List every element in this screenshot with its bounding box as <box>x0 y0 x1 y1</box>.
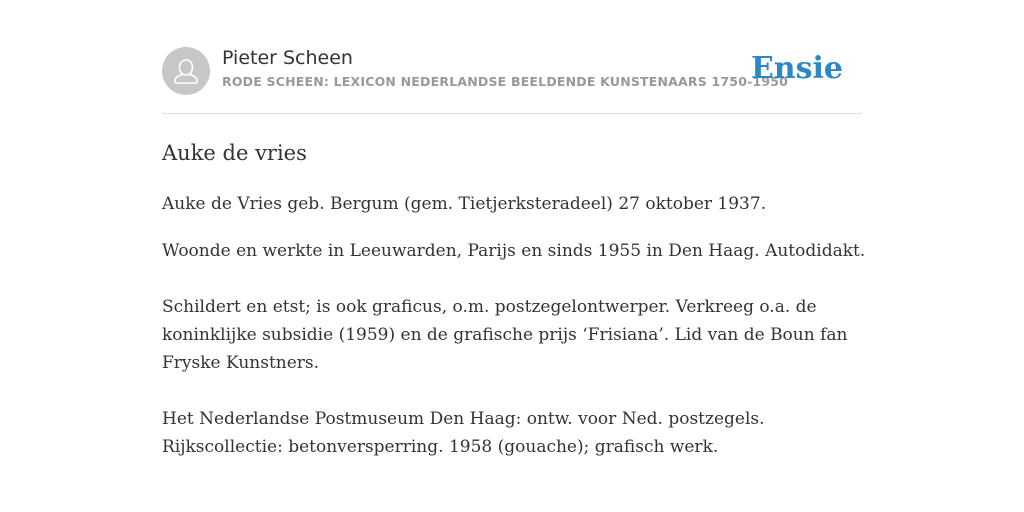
article-paragraph: Auke de Vries geb. Bergum (gem. Tietjerksteradeel) 27 oktober 1937. <box>162 194 767 214</box>
article-paragraph: Het Nederlandse Postmuseum Den Haag: ontw. voor Ned. postzegels. Rijkscollectie: betonversperring. 1958 (gouache); grafisch werk. <box>162 409 765 457</box>
brand-logo[interactable]: Ensie <box>750 51 843 86</box>
source-title[interactable]: RODE SCHEEN: LEXICON NEDERLANDSE BEELDENDE KUNSTENAARS 1750-1950 <box>222 74 789 89</box>
article-header <box>162 45 862 114</box>
article-paragraph: Woonde en werkte in Leeuwarden, Parijs en sinds 1955 in Den Haag. Autodidakt. <box>162 241 866 261</box>
author-name[interactable]: Pieter Scheen <box>222 47 353 69</box>
article-title: Auke de vries <box>162 141 307 165</box>
article-paragraph: Schildert en etst; is ook graficus, o.m. postzegelontwerper. Verkreeg o.a. de koninklijke subsidie (1959) en de grafische prijs ‘Frisiana’. Lid van de Boun fan Fryske Kunstners. <box>162 297 848 373</box>
user-avatar-icon[interactable] <box>162 47 210 95</box>
